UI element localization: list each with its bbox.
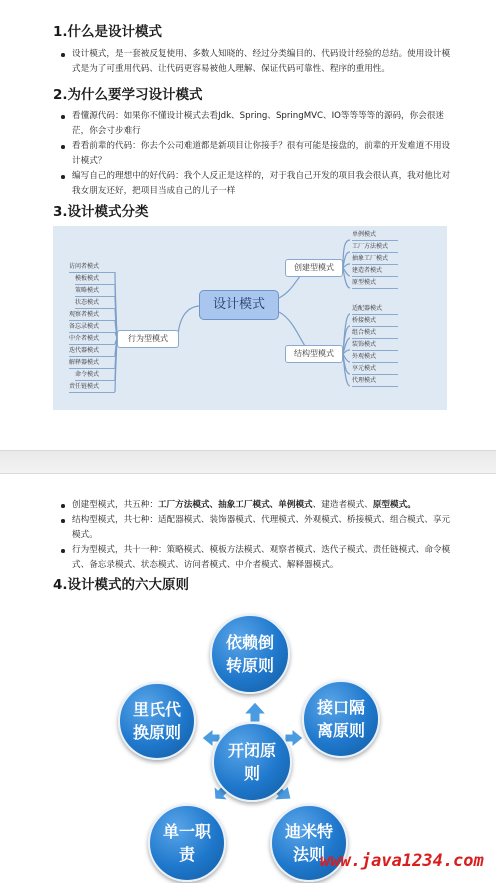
summary-text: 创建型模式，共五种： bbox=[72, 500, 158, 510]
leaf-structural: 装饰模式 bbox=[352, 339, 398, 351]
principle-dependency-inversion: 依赖倒转原则 bbox=[210, 614, 290, 694]
leaf-structural: 外观模式 bbox=[352, 351, 398, 363]
leaf-behavioral: 模板模式 bbox=[75, 273, 115, 285]
list-classification-summary bbox=[60, 498, 452, 573]
leaf-creational: 建造者模式 bbox=[352, 265, 398, 277]
leaf-behavioral: 责任链模式 bbox=[69, 381, 115, 393]
node-structural: 结构型模式 bbox=[285, 345, 343, 363]
list-what-is bbox=[60, 47, 452, 77]
leaf-behavioral: 状态模式 bbox=[75, 297, 115, 309]
leaf-creational: 工厂方法模式 bbox=[352, 241, 398, 253]
list-item bbox=[60, 498, 452, 513]
page-separator bbox=[0, 450, 496, 474]
principle-interface-segregation: 接口隔离原则 bbox=[302, 680, 380, 758]
principle-liskov-substitution: 里氏代换原则 bbox=[118, 682, 196, 760]
heading-six-principles: 4.设计模式的六大原则 bbox=[53, 577, 190, 593]
heading-classification: 3.设计模式分类 bbox=[53, 204, 149, 220]
principle-single-responsibility: 单一职责 bbox=[148, 804, 226, 882]
leaf-behavioral: 解释器模式 bbox=[69, 357, 115, 369]
list-item: 行为型模式，共十一种：策略模式、模板方法模式、观察者模式、迭代子模式、责任链模式、命令模式、备忘录模式、状态模式、访问者模式、中介者模式、解释器模式。 bbox=[60, 543, 452, 573]
node-behavioral: 行为型模式 bbox=[117, 330, 179, 348]
leaf-structural: 代理模式 bbox=[352, 375, 398, 387]
list-item: 结构型模式，共七种：适配器模式、装饰器模式、代理模式、外观模式、桥接模式、组合模式、享元模式。 bbox=[60, 513, 452, 543]
list-item: 看懂源代码：如果你不懂设计模式去看Jdk、Spring、SpringMVC、IO等等等等的源码，你会很迷茫，你会寸步难行 bbox=[60, 109, 452, 139]
leaf-behavioral: 备忘录模式 bbox=[69, 321, 115, 333]
principle-center-open-closed: 开闭原则 bbox=[212, 722, 292, 802]
leaf-behavioral: 访问者模式 bbox=[69, 261, 115, 273]
leaf-structural: 桥接模式 bbox=[352, 315, 398, 327]
principle-demeter: 迪米特法则 bbox=[270, 804, 348, 882]
heading-why-learn: 2.为什么要学习设计模式 bbox=[53, 87, 203, 103]
heading-what-is-design-pattern: 1.什么是设计模式 bbox=[53, 24, 163, 40]
leaf-creational: 原型模式 bbox=[352, 277, 398, 289]
summary-bold: 原型模式。 bbox=[372, 500, 416, 510]
six-principles-diagram bbox=[110, 614, 400, 883]
leaf-structural: 享元模式 bbox=[352, 363, 398, 375]
list-item: 编写自己的理想中的好代码：我个人反正是这样的，对于我自己开发的项目我会很认真，我对他比对我女朋友还好，把项目当成自己的儿子一样 bbox=[60, 169, 452, 199]
leaf-structural: 适配器模式 bbox=[352, 303, 398, 315]
list-item: 看看前辈的代码：你去个公司难道都是新项目让你接手？很有可能是接盘的，前辈的开发难道不用设计模式？ bbox=[60, 139, 452, 169]
leaf-behavioral: 迭代器模式 bbox=[69, 345, 115, 357]
leaf-behavioral: 观察者模式 bbox=[69, 309, 115, 321]
site-watermark: www.java1234.com bbox=[320, 851, 484, 871]
design-pattern-mindmap bbox=[53, 226, 447, 410]
mindmap-center-node: 设计模式 bbox=[199, 290, 279, 320]
node-creational: 创建型模式 bbox=[285, 259, 343, 277]
summary-bold: 工厂方法模式、抽象工厂模式、单例模式 bbox=[157, 500, 313, 510]
summary-text: 、建造者模式、 bbox=[312, 500, 373, 510]
leaf-creational: 单例模式 bbox=[352, 229, 398, 241]
document-page-2 bbox=[0, 474, 496, 883]
leaf-creational: 抽象工厂模式 bbox=[352, 253, 398, 265]
leaf-structural: 组合模式 bbox=[352, 327, 398, 339]
leaf-behavioral: 中介者模式 bbox=[69, 333, 115, 345]
leaf-behavioral: 策略模式 bbox=[75, 285, 115, 297]
leaf-behavioral: 命令模式 bbox=[75, 369, 115, 381]
list-why-learn bbox=[60, 109, 452, 199]
list-item: 设计模式，是一套被反复使用、多数人知晓的、经过分类编目的、代码设计经验的总结。使用设计模式是为了可重用代码、让代码更容易被他人理解、保证代码可靠性、程序的重用性。 bbox=[60, 47, 452, 77]
